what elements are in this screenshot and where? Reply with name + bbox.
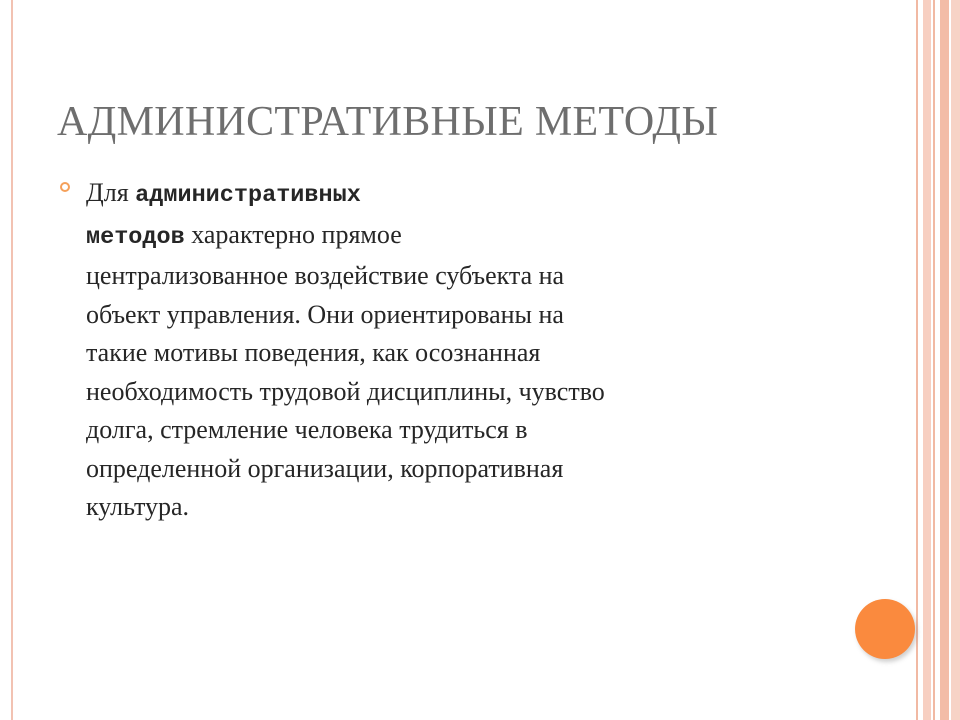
slide-title: АДМИНИСТРАТИВНЫЕ МЕТОДЫ bbox=[57, 99, 719, 145]
stripe bbox=[940, 0, 949, 720]
paragraph-line: определенной организации, корпоративная bbox=[86, 453, 564, 483]
decorative-orange-circle bbox=[855, 599, 915, 659]
paragraph-line: культура. bbox=[86, 492, 190, 521]
paragraph-line: необходимость трудовой дисциплины, чувство bbox=[86, 376, 605, 406]
stripe bbox=[933, 0, 935, 720]
line-text: характерно прямое bbox=[191, 219, 402, 249]
bold-term: методов bbox=[86, 223, 185, 251]
stripe bbox=[951, 0, 960, 720]
paragraph-line: объект управления. Они ориентированы на bbox=[86, 299, 564, 329]
right-decorative-stripes bbox=[916, 0, 960, 720]
paragraph-line: такие мотивы поведения, как осознанная bbox=[86, 338, 541, 367]
left-border-rule bbox=[11, 0, 13, 720]
paragraph-line bbox=[86, 216, 806, 258]
paragraph-line bbox=[86, 174, 806, 216]
bullet-paragraph bbox=[86, 174, 806, 527]
bullet-circle-icon bbox=[60, 182, 70, 192]
lead-word: Для bbox=[86, 178, 129, 207]
bold-term: административных bbox=[135, 182, 361, 209]
stripe bbox=[923, 0, 931, 720]
stripe bbox=[916, 0, 918, 720]
paragraph-line: долга, стремление человека трудиться в bbox=[86, 415, 528, 444]
paragraph-line: централизованное воздействие субъекта на bbox=[86, 261, 565, 290]
